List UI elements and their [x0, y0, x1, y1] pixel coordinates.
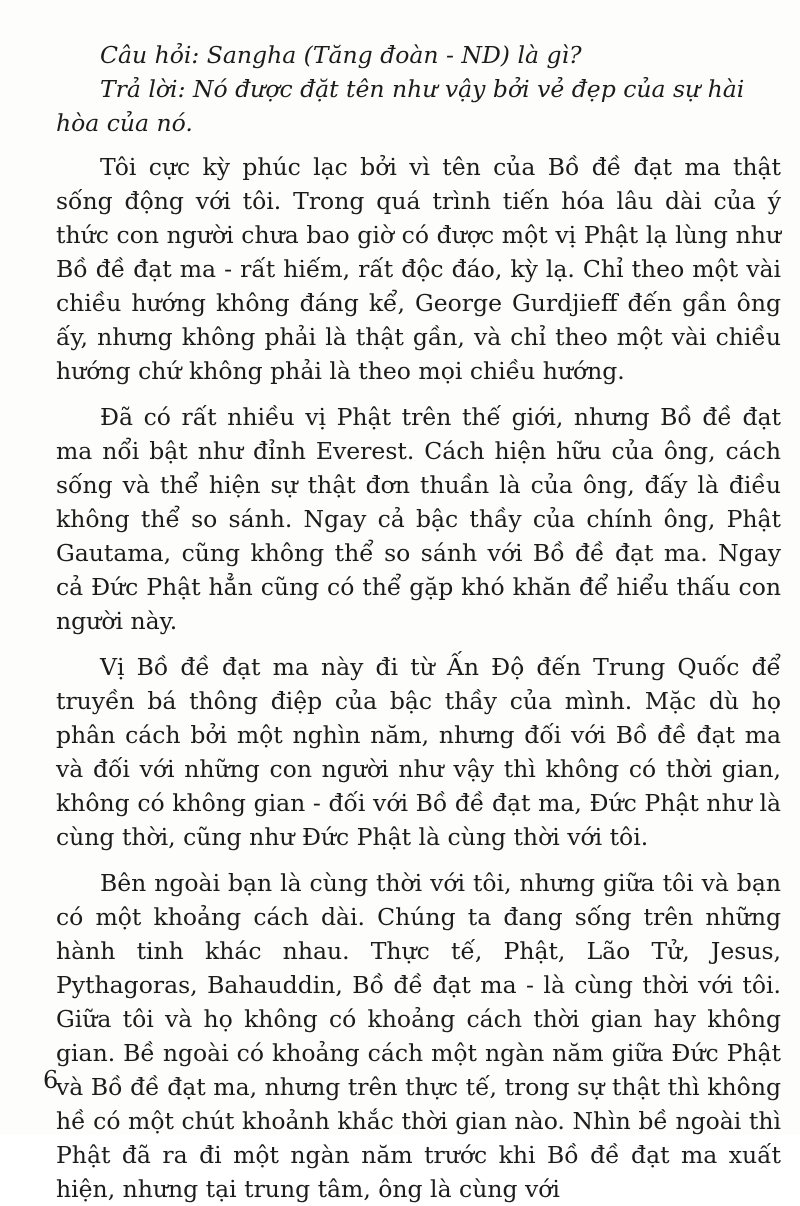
page-body: [56, 38, 781, 1206]
page-number: 6: [43, 1066, 59, 1094]
paragraph-2: Đã có rất nhiều vị Phật trên thế giới, nhưng Bồ đề đạt ma nổi bật như đỉnh Everest. Cách hiện hữu của ông, cách sống và thể hiện sự thật đơn thuần là của ông, đấy là điều không thể so sánh. Ngay cả bậc thầy của chính ông, Phật Gautama, cũng không thể so sánh với Bồ đề đạt ma. Ngay cả Đức Phật hẳn cũng có thể gặp khó khăn để hiểu thấu con người này.: [56, 403, 781, 635]
question-line: Câu hỏi: Sangha (Tăng đoàn - ND) là gì?: [100, 41, 582, 69]
answer-line: Trả lời: Nó được đặt tên như vậy bởi vẻ đẹp của sự hài hòa của nó.: [56, 75, 745, 137]
paragraph-4: Bên ngoài bạn là cùng thời với tôi, nhưng giữa tôi và bạn có một khoảng cách dài. Chúng ta đang sống trên những hành tinh khác nhau. Thực tế, Phật, Lão Tử, Jesus, Pythagoras, Bahauddin, Bồ đề đạt ma - là cùng thời với tôi. Giữa tôi và họ không có khoảng cách thời gian hay không gian. Bề ngoài có khoảng cách một ngàn năm giữa Đức Phật và Bồ đề đạt ma, nhưng trên thực tế, trong sự thật thì không hề có một chút khoảnh khắc thời gian nào. Nhìn bề ngoài thì Phật đã ra đi một ngàn năm trước khi Bồ đề đạt ma xuất hiện, nhưng tại trung tâm, ông là cùng với: [56, 869, 781, 1203]
paragraph-3: Vị Bồ đề đạt ma này đi từ Ấn Độ đến Trung Quốc để truyền bá thông điệp của bậc thầy của mình. Mặc dù họ phân cách bởi một nghìn năm, nhưng đối với Bồ đề đạt ma và đối với những con người như vậy thì không có thời gian, không có không gian - đối với Bồ đề đạt ma, Đức Phật như là cùng thời, cũng như Đức Phật là cùng thời với tôi.: [56, 653, 781, 851]
paragraph-1: Tôi cực kỳ phúc lạc bởi vì tên của Bồ đề đạt ma thật sống động với tôi. Trong quá trình tiến hóa lâu dài của ý thức con người chưa bao giờ có được một vị Phật lạ lùng như Bồ đề đạt ma - rất hiếm, rất độc đáo, kỳ lạ. Chỉ theo một vài chiều hướng không đáng kể, George Gurdjieff đến gần ông ấy, nhưng không phải là thật gần, và chỉ theo một vài chiều hướng chứ không phải là theo mọi chiều hướng.: [56, 153, 781, 385]
